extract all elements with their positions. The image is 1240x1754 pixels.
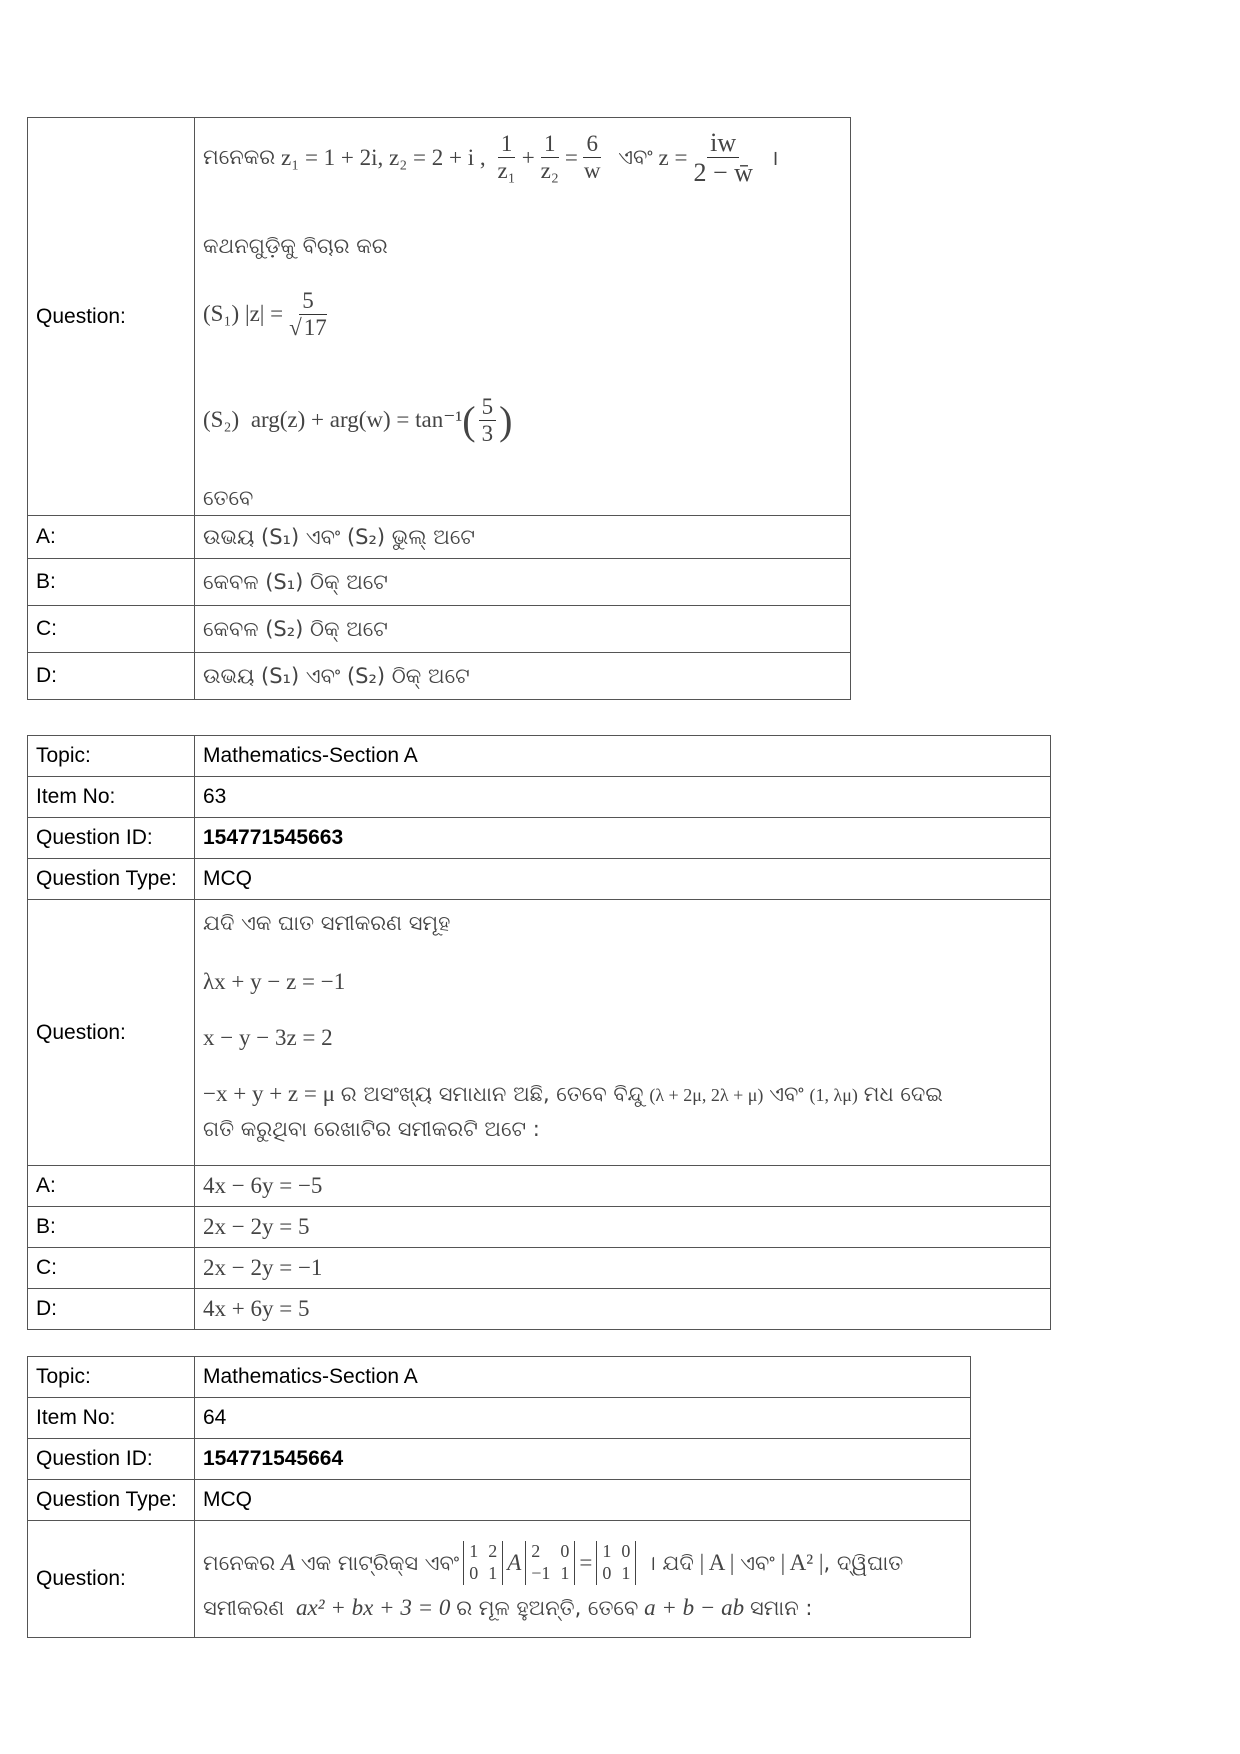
item-no-value: 64 <box>195 1398 971 1439</box>
question-block-62 <box>27 117 851 700</box>
question-id-value: 154771545663 <box>195 818 1051 859</box>
statement-s2: (S₂) arg(z) + arg(w) = tan⁻¹ ( $\frac{5}{3}$ ) <box>203 393 513 446</box>
fraction-5-over-3: $\frac{5}{3}$ <box>479 394 497 448</box>
question-line-5: ଗତି କରୁଥିବା ରେଖାଟିର ସମୀକରଟି ଅଟେ : <box>203 1116 540 1141</box>
option-c-text: 2x − 2y = −1 <box>195 1248 1051 1289</box>
option-c-label: C: <box>28 1248 195 1289</box>
topic-value: Mathematics-Section A <box>195 1357 971 1398</box>
item-no-label: Item No: <box>28 777 195 818</box>
question-block-63 <box>27 735 1051 1330</box>
fraction-1-over-z1: $\frac{1}{\text{z₁}}$ <box>497 130 516 184</box>
item-no-label: Item No: <box>28 1398 195 1439</box>
question-line-4: −x + y + z = μ ର ଅସଂଖ୍ୟ ସମାଧାନ ଅଛି, ତେବେ ବିନ୍ଦୁ (λ + 2μ, 2λ + μ) ଏବଂ (1, λμ) ମଧ ଦେଇ <box>203 1080 943 1106</box>
question-type-value: MCQ <box>195 859 1051 900</box>
question-label: Question: <box>28 1521 195 1638</box>
matrix-2: 2 0 −1 1 <box>525 1541 575 1584</box>
option-c-text: କେବଳ (S₂) ଠିକ୍ ଅଟେ <box>195 606 851 653</box>
question-block-64 <box>27 1356 971 1638</box>
option-a-label: A: <box>28 516 195 559</box>
question-id-value: 154771545664 <box>195 1439 971 1480</box>
topic-value: Mathematics-Section A <box>195 736 1051 777</box>
question-line-then: ତେବେ <box>203 485 254 510</box>
option-a-text: 4x − 6y = −5 <box>195 1166 1051 1207</box>
topic-label: Topic: <box>28 1357 195 1398</box>
question-line-1: ଯଦି ଏକ ଘାତ ସମୀକରଣ ସମୂହ <box>203 910 451 935</box>
question-line-2: ସମୀକରଣ ax² + bx + 3 = 0 ର ମୂଳ ହୁଅନ୍ତି, ତେବେ a + b − ab ସମାନ : <box>203 1594 813 1620</box>
equation-1: λx + y − z = −1 <box>203 968 346 994</box>
question-type-value: MCQ <box>195 1480 971 1521</box>
question-label: Question: <box>28 900 195 1166</box>
option-a-text: ଉଭୟ (S₁) ଏବଂ (S₂) ଭୁଲ୍ ଅଟେ <box>195 516 851 559</box>
question-label: Question: <box>28 118 195 516</box>
option-b-text: 2x − 2y = 5 <box>195 1207 1051 1248</box>
question-type-label: Question Type: <box>28 859 195 900</box>
option-b-label: B: <box>28 1207 195 1248</box>
option-b-text: କେବଳ (S₁) ଠିକ୍ ଅଟେ <box>195 559 851 606</box>
fraction-1-over-z2: $\frac{1}{\text{z₂}}$ <box>540 130 559 184</box>
option-d-label: D: <box>28 1289 195 1330</box>
question-type-label: Question Type: <box>28 1480 195 1521</box>
statement-s1: (S₁) |z| = $\frac{5}{√17}$ <box>203 288 333 342</box>
equation-2: x − y − 3z = 2 <box>203 1024 333 1050</box>
question-line-consider: କଥନଗୁଡ଼ିକୁ ବିଚାର କର <box>203 233 388 258</box>
question-id-label: Question ID: <box>28 1439 195 1480</box>
option-a-label: A: <box>28 1166 195 1207</box>
matrix-3: 1 0 0 1 <box>596 1541 636 1584</box>
fraction-6-over-w: $\frac{6}{w}$ <box>583 130 601 184</box>
option-c-label: C: <box>28 606 195 653</box>
topic-label: Topic: <box>28 736 195 777</box>
fraction-5-over-root17: $\frac{5}{√17}$ <box>289 287 327 340</box>
question-line-1: ମନେକର z₁ = 1 + 2i, z₂ = 2 + i , $\frac{1}{\text{z₁}}$ + $\frac{1}{\text{z₂}}$ = $\frac{6}{w}$ ଏବଂ z = $\frac{iw}{2 - w̄}$ । <box>203 127 779 188</box>
option-d-label: D: <box>28 653 195 700</box>
item-no-value: 63 <box>195 777 1051 818</box>
fraction-iw-over-2-minus-wbar: $\frac{iw}{2 - w̄}$ <box>693 127 753 188</box>
question-content <box>195 1521 971 1638</box>
option-b-label: B: <box>28 559 195 606</box>
question-line-1: ମନେକର A ଏକ ମାଟ୍ରିକ୍ସ ଏବଂ 1 2 0 1 A 2 0 −1 1 = 1 0 0 1 । ଯଦି | A | ଏବଂ | A² | , ଦ୍ୱିଘାତ <box>203 1541 904 1583</box>
option-d-text: ଉଭୟ (S₁) ଏବଂ (S₂) ଠିକ୍ ଅଟେ <box>195 653 851 700</box>
question-content <box>195 900 1051 1166</box>
question-id-label: Question ID: <box>28 818 195 859</box>
option-d-text: 4x + 6y = 5 <box>195 1289 1051 1330</box>
matrix-1: 1 2 0 1 <box>463 1541 503 1584</box>
question-content <box>195 118 851 516</box>
